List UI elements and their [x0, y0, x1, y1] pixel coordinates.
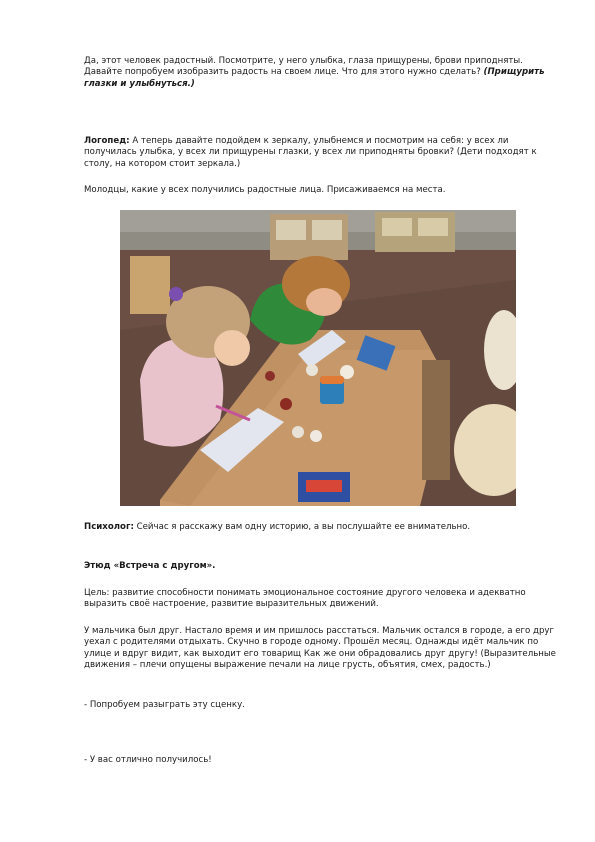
paragraph-story: У мальчика был друг. Настало время и им пришлось расстаться. Мальчик остался в городе, а его друг уехал с родителями отдыхать. Скучно в городе одному. Прошёл месяц. Однажды идёт мальчик по улице и вдруг видит, как выходит его товарищ Как же они обрадовались друг другу! (Выразительные движения – плечи опущены выражение печали на лице грусть, объятия, смех, радость.)	[84, 626, 556, 671]
paragraph-try-scene: - Попробуем разыграть эту сценку.	[84, 700, 245, 710]
paragraph-psychologist	[84, 522, 558, 533]
paragraph-well-done: Молодцы, какие у всех получились радостные лица. Присаживаемся на места.	[84, 185, 446, 195]
etude-title: Этюд «Встреча с другом».	[84, 561, 216, 571]
paragraph-joy	[84, 56, 558, 90]
paragraph-joy-remark: (Прищурить глазки и улыбнуться.)	[84, 67, 545, 89]
paragraph-joy-text: Да, этот человек радостный. Посмотрите, у него улыбка, глаза прищурены, брови приподняты. Давайте попробуем изобразить радость на своем лице. Что для этого нужно сделать?	[84, 56, 523, 78]
classroom-photo-graphic	[120, 210, 516, 506]
speaker-speech-therapist: Логопед:	[84, 136, 130, 146]
classroom-photo	[120, 210, 516, 506]
paragraph-psychologist-text: Сейчас я расскажу вам одну историю, а вы послушайте ее внимательно.	[133, 522, 471, 532]
paragraph-well-done-final: - У вас отлично получилось!	[84, 755, 212, 765]
paragraph-speech-therapist-text: А теперь давайте подойдем к зеркалу, улыбнемся и посмотрим на себя: у всех ли получилась улыбка, у всех ли прищурены глазки, у всех ли приподняты бровки? (Дети подходят к столу, на котором стоит зеркала.)	[84, 136, 537, 169]
speaker-psychologist: Психолог:	[84, 522, 134, 532]
paragraph-speech-therapist	[84, 136, 558, 170]
paragraph-goal: Цель: развитие способности понимать эмоциональное состояние другого человека и адекватно выразить своё настроение, развитие выразительных движений.	[84, 588, 526, 610]
